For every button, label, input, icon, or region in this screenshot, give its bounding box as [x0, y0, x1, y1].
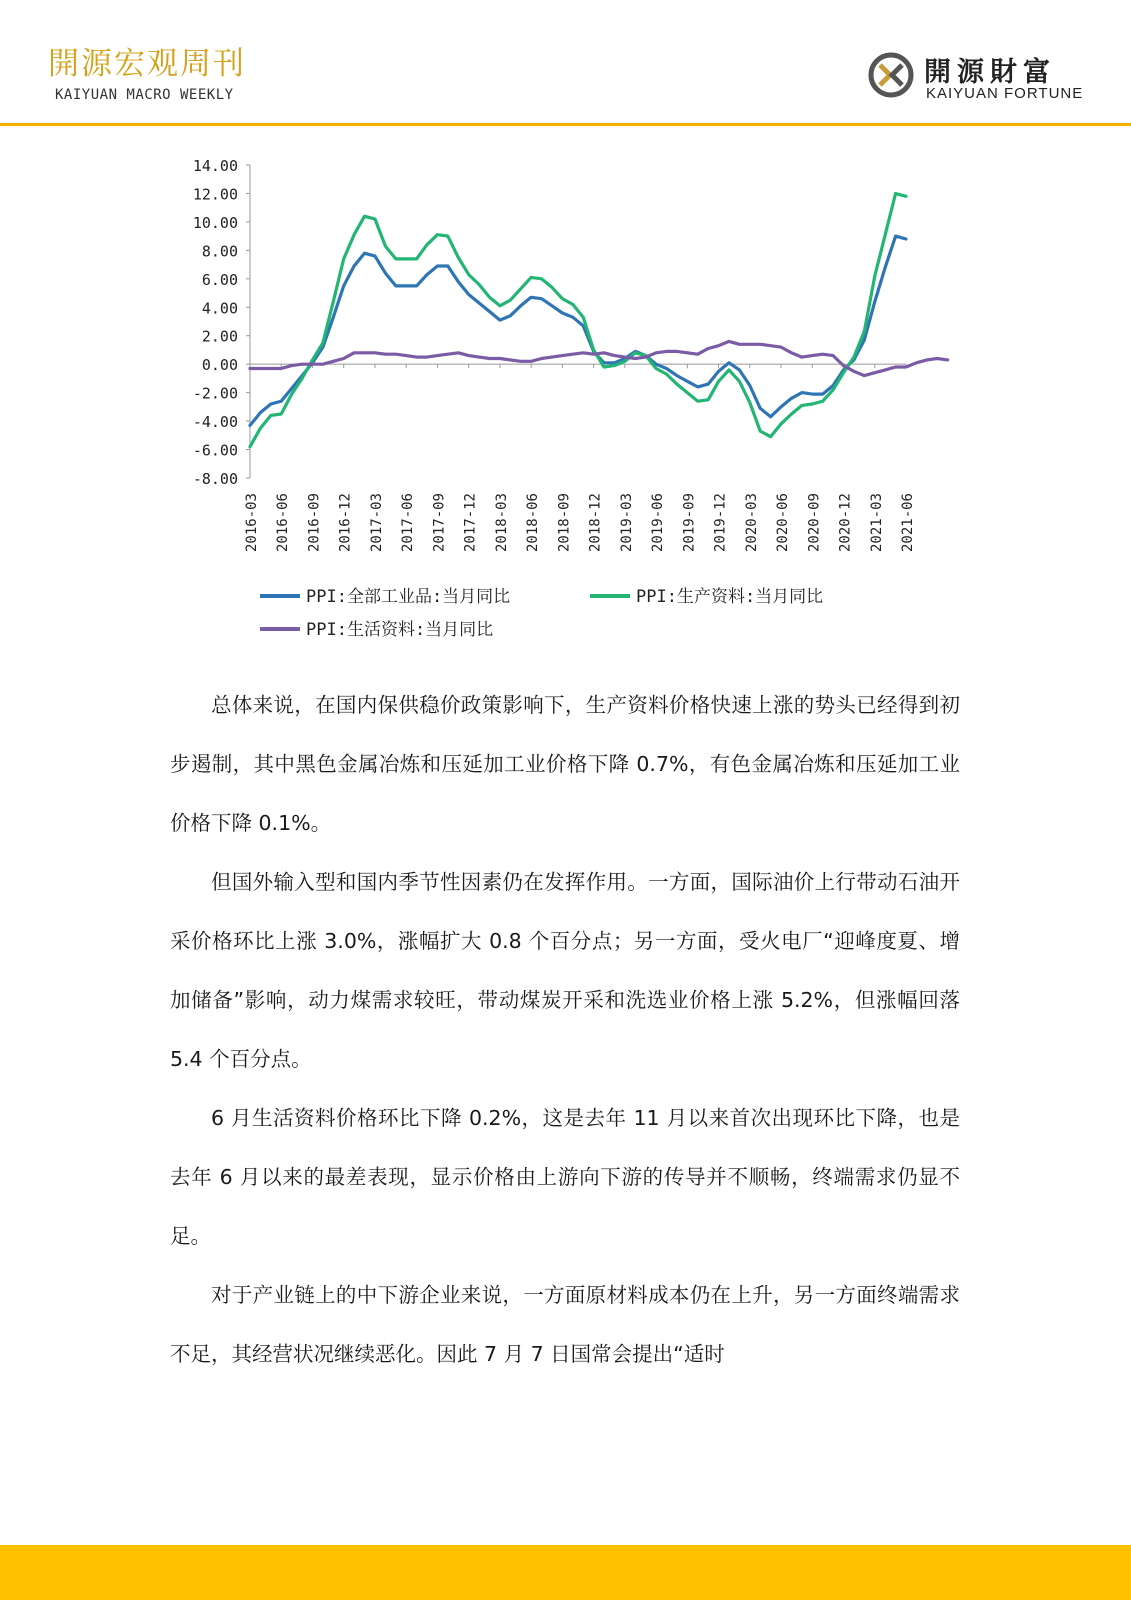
y-tick-label: 6.00 — [201, 270, 238, 289]
x-tick-label: 2018-06 — [525, 493, 542, 553]
footer-bar — [0, 1545, 1131, 1600]
x-tick-label: 2018-03 — [493, 493, 510, 553]
company-logo — [866, 50, 1106, 106]
x-tick-label: 2018-12 — [587, 493, 604, 553]
y-tick-label: -8.00 — [192, 470, 238, 488]
x-tick-label: 2017-09 — [431, 493, 448, 553]
kaiyuan-logo-icon — [866, 50, 916, 100]
paragraph-1: 总体来说，在国内保供稳价政策影响下，生产资料价格快速上涨的势头已经得到初步遏制，其中黑色金属冶炼和压延加工业价格下降 0.7%，有色金属冶炼和压延加工业价格下降 0.1%。 — [170, 693, 960, 835]
x-tick-label: 2016-06 — [275, 493, 292, 553]
ppi-line-chart — [170, 148, 960, 658]
x-tick-label: 2019-12 — [712, 493, 729, 553]
y-tick-label: 4.00 — [201, 299, 238, 318]
x-tick-label: 2018-09 — [556, 493, 573, 553]
x-tick-label: 2021-03 — [868, 493, 885, 553]
x-tick-label: 2020-12 — [837, 493, 854, 553]
y-tick-label: 0.00 — [201, 356, 238, 375]
header-divider — [0, 123, 1131, 126]
chart-svg — [170, 148, 960, 658]
y-tick-label: -4.00 — [192, 413, 238, 432]
publication-subtitle: KAIYUAN MACRO WEEKLY — [55, 87, 234, 103]
paragraph-2: 但国外输入型和国内季节性因素仍在发挥作用。一方面，国际油价上行带动石油开采价格环比上涨 3.0%，涨幅扩大 0.8 个百分点；另一方面，受火电厂“迎峰度夏、增加储备”影响，动力煤需求较旺，带动煤炭开采和洗选业价格上涨 5.2%，但涨幅回落 5.4 个百分点。 — [170, 870, 960, 1071]
y-tick-label: 12.00 — [192, 185, 238, 204]
paragraph-3: 6 月生活资料价格环比下降 0.2%，这是去年 11 月以来首次出现环比下降，也是去年 6 月以来的最差表现，显示价格由上游向下游的传导并不顺畅，终端需求仍显不足。 — [170, 1106, 960, 1248]
article-body — [170, 676, 960, 1384]
legend-label-1: PPI:全部工业品:当月同比 — [306, 587, 511, 607]
x-tick-label: 2019-03 — [618, 493, 635, 553]
x-tick-label: 2016-09 — [306, 493, 323, 553]
legend-label-2: PPI:生产资料:当月同比 — [636, 587, 824, 607]
x-tick-label: 2016-12 — [337, 493, 354, 553]
y-tick-label: -6.00 — [192, 441, 238, 460]
y-tick-label: -2.00 — [192, 384, 238, 403]
y-tick-label: 2.00 — [201, 327, 238, 346]
series-line-1 — [250, 236, 906, 425]
x-tick-label: 2021-06 — [900, 493, 916, 553]
logo-english-name: KAIYUAN FORTUNE — [926, 85, 1084, 102]
x-tick-label: 2016-03 — [244, 493, 260, 553]
y-tick-label: 14.00 — [192, 157, 238, 175]
x-tick-label: 2019-09 — [681, 493, 698, 553]
x-tick-label: 2020-03 — [743, 493, 760, 553]
x-tick-label: 2020-06 — [775, 493, 792, 553]
paragraph-4: 对于产业链上的中下游企业来说，一方面原材料成本仍在上升，另一方面终端需求不足，其经营状况继续恶化。因此 7 月 7 日国常会提出“适时 — [170, 1283, 960, 1366]
page-header — [0, 0, 1131, 126]
y-tick-label: 8.00 — [201, 242, 238, 261]
x-tick-label: 2017-12 — [462, 493, 479, 553]
y-tick-label: 10.00 — [192, 213, 238, 232]
logo-chinese-name: 開源財富 — [924, 57, 1056, 88]
x-tick-label: 2017-03 — [368, 493, 385, 553]
x-tick-label: 2019-06 — [650, 492, 667, 553]
x-tick-label: 2020-09 — [806, 493, 823, 553]
x-tick-label: 2017-06 — [400, 493, 417, 553]
publication-title: 開源宏观周刊 — [48, 46, 246, 82]
legend-label-3: PPI:生活资料:当月同比 — [306, 620, 494, 640]
